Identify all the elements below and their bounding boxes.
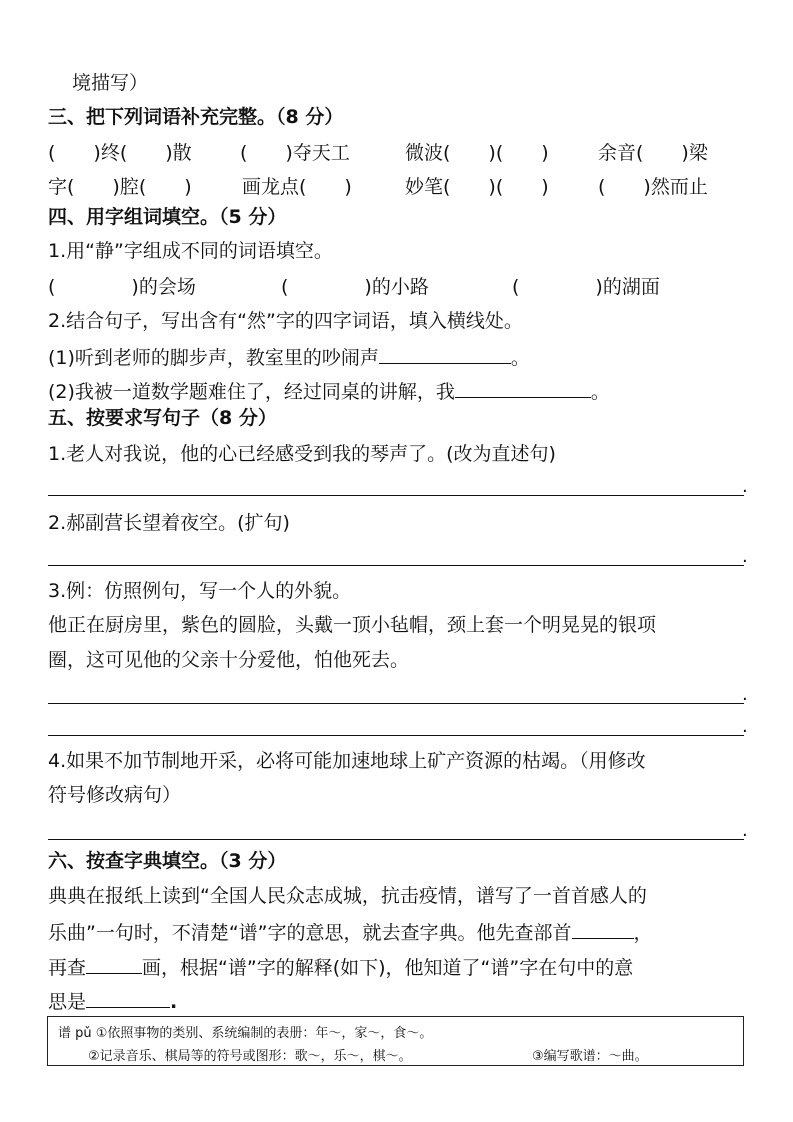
dict-line-2: ②记录音乐、棋局等的符号或图形：歌～，乐～，棋～。 <box>88 1049 412 1064</box>
section-5-q2: 2.郝副营长望着夜空。(扩句) <box>48 512 290 534</box>
line-end-dot: . <box>742 476 748 497</box>
fill-word-3: 微波( )( ) <box>405 142 549 164</box>
jing-blank-2: ( )的小路 <box>281 276 429 298</box>
jing-blank-3: ( )的湖面 <box>512 276 660 298</box>
fill-word-7: 妙笔( )( ) <box>405 176 549 198</box>
answer-line-q2[interactable] <box>48 565 744 566</box>
section-6-heading: 六、按查字典填空。（3 分） <box>48 850 287 872</box>
previous-question-tail: 境描写） <box>72 72 149 94</box>
fill-word-5: 字( )腔( ) <box>48 176 192 198</box>
section-6-para-2 <box>48 918 653 946</box>
answer-line[interactable] <box>455 377 591 398</box>
section-5-q3-example-2: 圈，这可见他的父亲十分爱他，怕他死去。 <box>48 649 410 671</box>
section-4-q1: 1.用“静”字组成不同的词语填空。 <box>48 240 333 262</box>
dictionary-entry-box <box>47 1016 744 1066</box>
section-4-q2: 2.结合句子，写出含有“然”字的四字词语，填入横线处。 <box>48 310 523 332</box>
para-4-start: 思是 <box>48 991 87 1013</box>
fill-word-6: 画龙点( ) <box>242 176 352 198</box>
section-6-para-3 <box>48 953 633 981</box>
answer-line-q3a[interactable] <box>48 703 744 704</box>
section-4-q2-b <box>48 377 610 405</box>
period: . <box>170 991 178 1013</box>
strokes-answer-line[interactable] <box>86 953 142 974</box>
dict-line-1: 谱 pǔ ①依照事物的类别、系统编制的表册：年～，家～，食～。 <box>58 1026 433 1041</box>
section-5-q1: 1.老人对我说，他的心已经感受到我的琴声了。(改为直述句) <box>48 443 556 465</box>
answer-line-q3b[interactable] <box>48 735 744 736</box>
section-5-q3: 3.例：仿照例句，写一个人的外貌。 <box>48 580 352 602</box>
answer-line[interactable] <box>379 343 511 364</box>
section-5-q4-line1: 4.如果不加节制地开采，必将可能加速地球上矿产资源的枯竭。（用修改 <box>48 750 646 772</box>
fill-word-1: ( )终( )散 <box>48 142 192 164</box>
para-3-start: 再查 <box>48 957 87 979</box>
fill-word-8: ( )然而止 <box>598 176 708 198</box>
line-end-dot: . <box>742 684 748 705</box>
section-6-para-4 <box>48 987 177 1015</box>
meaning-answer-line[interactable] <box>86 987 170 1008</box>
jing-blank-1: ( )的会场 <box>48 276 196 298</box>
answer-line-q1[interactable] <box>48 495 744 496</box>
period: 。 <box>510 347 530 369</box>
section-6-para-1: 典典在报纸上读到“全国人民众志成城，抗击疫情，谱写了一首首感人的 <box>48 885 647 907</box>
para-3-rest: 画，根据“谱”字的解释(如下)，他知道了“谱”字在句中的意 <box>142 957 634 979</box>
line-end-dot: . <box>742 820 748 841</box>
fill-word-4: 余音( )梁 <box>598 142 708 164</box>
radical-answer-line[interactable] <box>572 918 634 939</box>
fill-word-2: ( )夺天工 <box>240 142 350 164</box>
line-end-dot: . <box>742 546 748 567</box>
comma: ， <box>633 922 653 944</box>
section-5-q4-line2: 符号修改病句） <box>48 784 182 806</box>
q2-a-text: (1)听到老师的脚步声，教室里的吵闹声 <box>48 347 379 369</box>
section-5-heading: 五、按要求写句子（8 分） <box>48 407 277 429</box>
section-3-heading: 三、把下列词语补充完整。（8 分） <box>48 106 344 128</box>
period: 。 <box>590 381 610 403</box>
para-2-text: 乐曲”一句时，不清楚“谱”字的意思，就去查字典。他先查部首 <box>48 922 572 944</box>
q2-b-text: (2)我被一道数学题难住了，经过同桌的讲解，我 <box>48 381 455 403</box>
line-end-dot: . <box>742 716 748 737</box>
dict-line-3: ③编写歌谱：～曲。 <box>532 1049 648 1064</box>
section-4-heading: 四、用字组词填空。（5 分） <box>48 206 287 228</box>
section-4-q2-a <box>48 343 530 371</box>
section-5-q3-example-1: 他正在厨房里，紫色的圆脸，头戴一顶小毡帽，颈上套一个明晃晃的银项 <box>48 614 657 636</box>
answer-line-q4[interactable] <box>48 839 744 840</box>
